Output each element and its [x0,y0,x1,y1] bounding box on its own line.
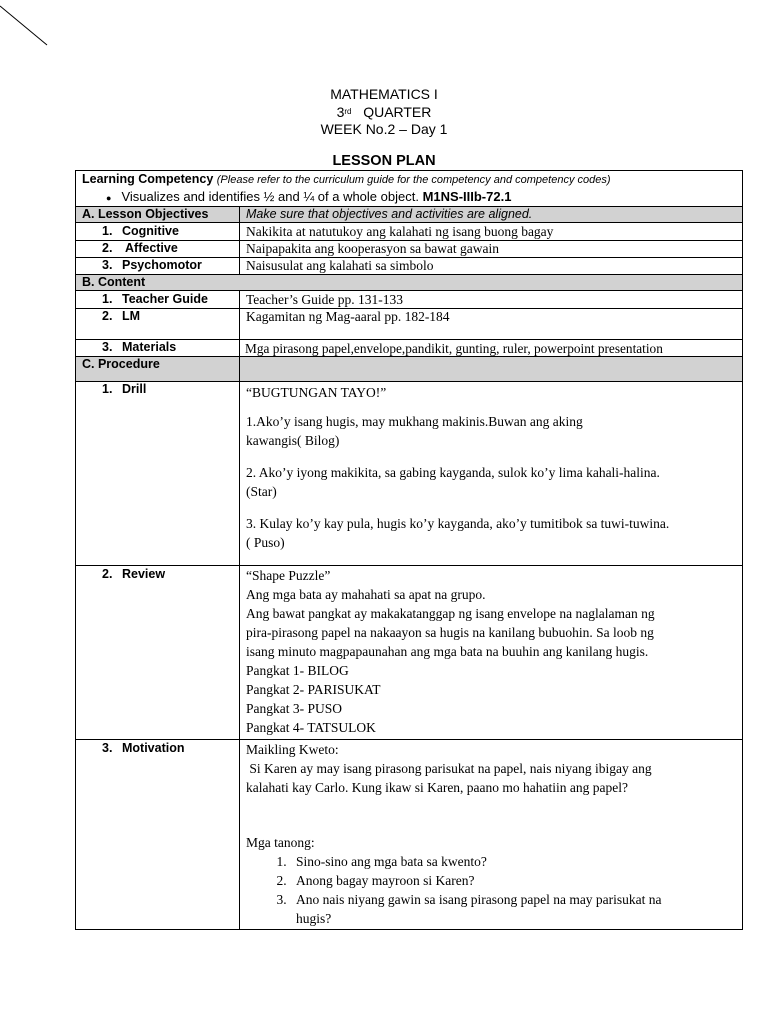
objective-value: Nakikita at natutukoy ang kalahati ng isang buong bagay [246,224,554,239]
riddle-line: kawangis( Bilog) [246,433,340,448]
competency-label: Learning Competency [82,172,214,186]
content-item-value: Mga pirasong papel,envelope,pandikit, gunting, ruler, powerpoint presentation [245,341,663,356]
riddle-line: 1.Ako’y isang hugis, may mukhang makinis.Buwan ang aking [246,414,583,429]
quarter-suffix: rd [344,107,352,116]
review-line: Ang mga bata ay mahahati sa apat na grupo. [246,587,486,602]
week-heading: WEEK No.2 – Day 1 [320,121,448,137]
riddle-line: (Star) [246,484,277,499]
content-item-value: Teacher’s Guide pp. 131-133 [246,292,404,307]
lesson-plan-table [75,170,743,930]
subject-heading: MATHEMATICS I [330,86,438,102]
procedure-row-drill [76,382,742,566]
riddle-line: 2. Ako’y iyong makikita, sa gabing kayganda, sulok ko’y lima kahali-halina. [246,465,660,480]
competency-note: (Please refer to the curriculum guide for the competency and competency codes) [216,174,611,186]
objective-row-affective [76,241,742,258]
riddle-line: ( Puso) [246,535,285,550]
review-line: “Shape Puzzle” [246,568,331,583]
objective-label: 1. Cognitive [102,224,179,238]
procedure-row-motivation [76,740,742,930]
objective-label: 3. Psychomotor [102,258,202,272]
content-row-teacher-guide [76,291,742,309]
riddle-line: 3. Kulay ko’y kay pula, hugis ko’y kayganda, ako’y tumitibok sa tuwi-tuwina. [246,516,670,531]
story-line: Si Karen ay may isang pirasong parisukat na papel, nais niyang ibigay ang [246,761,652,776]
competency-heading [82,172,611,186]
competency-code: M1NS-IIIb-72.1 [422,189,512,204]
questions-list [246,852,736,928]
question-item: 3. Ano nais niyang gawin sa isang pirasong papel na may parisukat na hugis? [290,890,736,928]
objectives-note: Make sure that objectives and activities are aligned. [246,207,533,221]
content-row-lm [76,309,742,340]
content-row-materials [76,340,742,357]
review-line: Pangkat 4- TATSULOK [246,720,376,735]
motivation-title: Maikling Kweto: [246,742,339,757]
questions-title: Mga tanong: [246,835,315,850]
content-label: B. Content [82,275,146,289]
content-item-label: 2. LM [102,309,141,323]
procedure-label: C. Procedure [82,357,160,371]
content-item-label: 3. Materials [102,340,177,354]
procedure-row-review [76,566,742,740]
competency-row [76,171,742,207]
review-label: 2. Review [102,567,166,581]
question-item: 2. Anong bagay mayroon si Karen? [290,871,736,890]
review-line: Ang bawat pangkat ay makakatanggap ng isang envelope na naglalaman ng [246,606,655,621]
motivation-content [246,740,736,928]
lesson-plan-title: LESSON PLAN [332,153,436,169]
content-header-row [76,275,742,291]
content-item-value: Kagamitan ng Mag-aaral pp. 182-184 [246,309,450,324]
review-content [246,566,736,737]
drill-title: “BUGTUNGAN TAYO!” [246,385,387,400]
corner-fold-line [0,0,60,60]
review-line: pira-pirasong papel na nakaayon sa hugis na kanilang bubuohin. Sa loob ng [246,625,654,640]
competency-text: Visualizes and identifies ½ and ¼ of a whole object. [121,189,419,204]
procedure-header-row [76,357,742,382]
content-item-label: 1. Teacher Guide [102,292,208,306]
review-line: Pangkat 3- PUSO [246,701,343,716]
review-line: Pangkat 2- PARISUKAT [246,682,381,697]
objective-value: Naipapakita ang kooperasyon sa bawat gawain [246,241,500,256]
question-item: 1. Sino-sino ang mga bata sa kwento? [290,852,736,871]
drill-label: 1. Drill [102,382,147,396]
review-line: Pangkat 1- BILOG [246,663,349,678]
drill-content [246,383,736,552]
story-line: kalahati kay Carlo. Kung ikaw si Karen, paano mo hahatiin ang papel? [246,780,629,795]
motivation-label: 3. Motivation [102,741,185,755]
objective-value: Naisusulat ang kalahati sa simbolo [246,258,434,273]
objective-row-cognitive [76,223,742,241]
objectives-label: A. Lesson Objectives [82,207,209,221]
objective-label: 2. Affective [102,241,178,255]
bullet-icon: ● [106,193,112,203]
objectives-header-row [76,207,742,223]
quarter-word: QUARTER [363,104,432,120]
quarter-heading [0,104,768,121]
quarter-number: 3 [336,104,345,120]
review-line: isang minuto magpapaunahan ang mga bata na buuhin ang kanilang hugis. [246,644,649,659]
objective-row-psychomotor [76,258,742,275]
competency-item [106,189,511,204]
